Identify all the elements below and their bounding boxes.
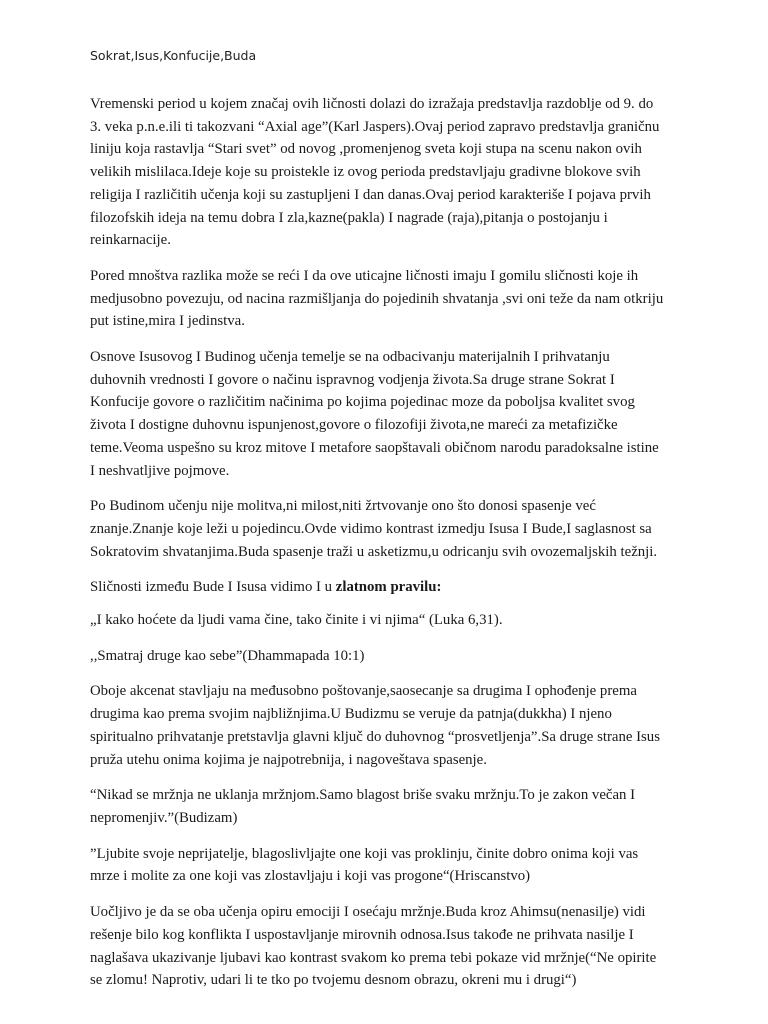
- text-line: Uočljivo je da se oba učenja opiru emociji I osećaju mržnje.Buda kroz Ahimsu(nenasilje) vidi: [90, 904, 646, 921]
- text-line: liniju koja rastavlja “Stari svet” od novog ,promenjenog sveta koji stupa na scenu nakon ovih: [90, 141, 642, 158]
- text-line: put istine,mira I jedinstva.: [90, 313, 245, 330]
- text-line: duhovnih vrednosti I govore o načinu ispravnog vodjenja života.Sa druge strane Sokrat I: [90, 371, 615, 388]
- text-line: mrze i molite za one koji vas zlostavljaju i koji vas progone“(Hriscanstvo): [90, 868, 531, 885]
- text-line: ,,Smatraj druge kao sebe”(Dhammapada 10:1): [90, 647, 365, 664]
- text-line: medjusobno povezuju, od nacina razmišljanja do pojedinih shvatanja ,svi oni teže da nam otkriju: [90, 290, 664, 307]
- text-line: ”Ljubite svoje neprijatelje, blagoslivljajte one koji vas proklinju, činite dobro onima koji vas: [90, 845, 639, 862]
- paragraph-against-hatred: [90, 901, 684, 992]
- text-line: drugima kao prema svojim najbližnjima.U Budizmu se veruje da patnja(dukkha) I njeno: [90, 706, 612, 723]
- text-line: 3. veka p.n.e.ili ti takozvani “Axial age”(Karl Jaspers).Ovaj period zapravo predstavlja graničnu: [90, 118, 660, 135]
- text-line: Po Budinom učenju nije molitva,ni milost,niti žrtvovanje ono što donosi spasenje već: [90, 498, 596, 515]
- text-line: Vremenski period u kojem značaj ovih ličnosti dolazi do izražaja predstavlja razdoblje od 9. do: [90, 96, 654, 112]
- paragraph-mutual-respect: [90, 680, 684, 771]
- paragraph-golden-rule: [90, 576, 684, 599]
- text-line: „I kako hoćete da ljudi vama čine, tako činite i vi njima“ (Luka 6,31).: [90, 612, 503, 629]
- paragraph-buddha-knowledge: [90, 495, 684, 563]
- text-line: naglašava ukazivanje ljubavi kao kontrast svakom ko prema tebi pokaze vid mržnje(“Ne opirite: [90, 949, 657, 966]
- quote-christianity: [90, 843, 684, 888]
- text-line: života I dostigne duhovnu ispunjenost,govore o filozofiji života,ne mareći za metafizičke: [90, 417, 618, 434]
- quote-buddhism: [90, 784, 684, 829]
- text-line: znanje.Znanje koje leži u pojedincu.Ovde vidimo kontrast izmedju Isusa I Bude,I saglasnost sa: [90, 520, 652, 537]
- text-line: nepromenjiv.”(Budizam): [90, 809, 238, 826]
- text-line: Oboje akcenat stavljaju na međusobno poštovanje,saosecanje sa drugima I ophođenje prema: [90, 683, 637, 700]
- text-line: I neshvatljive pojmove.: [90, 462, 230, 479]
- paragraph-axial-age: [90, 93, 684, 252]
- text-line: Konfucije govore o različitim načinima po kojima pojedinac moze da poboljsa kvalitet svog: [90, 394, 635, 411]
- paragraph-teachings-basis: [90, 346, 684, 482]
- text-line: “Nikad se mržnja ne uklanja mržnjom.Samo blagost briše svaku mržnju.To je zakon večan I: [90, 787, 636, 804]
- text-line: rešenje bilo kog konflikta I uspostavljanje mirovnih odnosa.Isus takođe ne prihvata nasilje I: [90, 926, 634, 943]
- text-line: reinkarnacije.: [90, 232, 171, 249]
- text-line: Pored mnoštva razlika može se reći I da ove uticajne ličnosti imaju I gomilu sličnosti koje ih: [90, 267, 639, 284]
- text-line: teme.Veoma uspešno su kroz mitove I metafore saopštavali običnom narodu paradoksalne istine: [90, 439, 659, 456]
- quote-luke: [90, 609, 684, 632]
- text-line: se zlomu! Naprotiv, udari li te tko po tvojemu desnom obrazu, okreni mu i drugi“): [90, 972, 577, 989]
- text-line: pruža utehu onima kojima je najpotrebnija, i nagoveštava spasenje.: [90, 751, 487, 768]
- quote-dhammapada: [90, 645, 684, 668]
- text-line: religija I različitih učenja koji su zastupljeni I dan danas.Ovaj period karakteriše I pojava prvih: [90, 186, 651, 203]
- text-line: Osnove Isusovog I Budinog učenja temelje se na odbacivanju materijalnih I prihvatanju: [90, 349, 610, 366]
- text-line: spiritualno prihvatanje pretstavlja glavni ključ do duhovnog “prosvetljenja”.Sa druge strane Isus: [90, 728, 660, 745]
- paragraph-similarities: [90, 265, 684, 333]
- document-body: [90, 93, 684, 1005]
- text-run: Sličnosti između Bude I Isusa vidimo I u: [90, 579, 336, 596]
- golden-rule-emphasis: zlatnom pravilu:: [335, 579, 442, 596]
- text-line: velikih mislilaca.Ideje koje su proistekle iz ovog perioda predstavljaju gradivne blokove svih: [90, 164, 641, 181]
- document-title: Sokrat,Isus,Konfucije,Buda: [90, 48, 257, 63]
- text-line: filozofskih ideja na temu dobra I zla,kazne(pakla) I nagrade (raja),pitanja o postojanju i: [90, 209, 608, 226]
- text-line: Sokratovim shvatanjima.Buda spasenje traži u asketizmu,u odricanju svih ovozemaljskih težnji.: [90, 543, 658, 560]
